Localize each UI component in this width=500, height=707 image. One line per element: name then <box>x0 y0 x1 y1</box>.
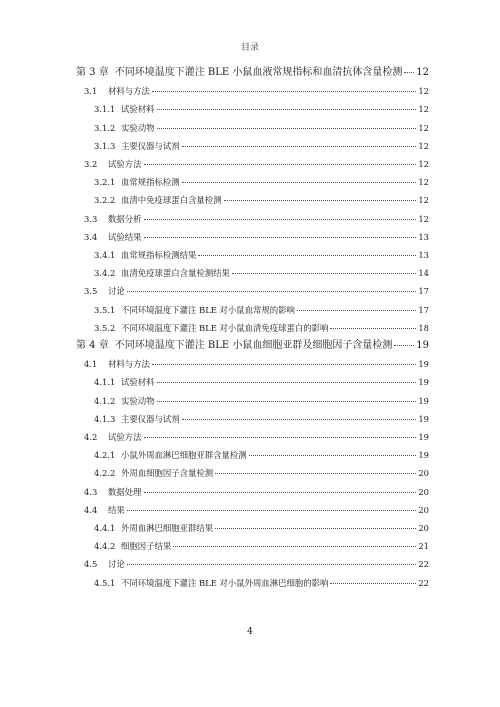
toc-entry-number: 第 3 章 <box>76 67 109 78</box>
page-number: 4 <box>247 627 253 637</box>
toc-entry-title: 不同环境温度下灌注 BLE 对小鼠血常规的影响 <box>121 304 295 315</box>
toc-entry-number: 3.2.1 <box>94 177 116 188</box>
toc-entry-number: 4.5.1 <box>94 577 116 588</box>
dot-leader <box>198 255 416 256</box>
toc-entry[interactable] <box>84 503 429 517</box>
toc-entry-title: 数据处理 <box>108 486 142 497</box>
toc-entry-page: 12 <box>418 213 429 224</box>
toc-entry-title: 血常规指标检测结果 <box>121 250 197 260</box>
toc-entry-number: 3.1.1 <box>94 104 116 115</box>
dot-leader <box>144 492 417 493</box>
toc-entry[interactable] <box>76 66 429 80</box>
dot-leader <box>144 437 417 438</box>
toc-entry-number: 3.1.3 <box>94 140 116 151</box>
dot-leader <box>182 146 417 147</box>
toc-entry-number: 3.2.2 <box>94 195 116 206</box>
dot-leader <box>224 200 417 201</box>
toc-entry[interactable] <box>94 521 429 535</box>
toc-entry-number: 4.1.1 <box>94 377 116 388</box>
toc-entry-page: 19 <box>418 413 429 424</box>
dot-leader <box>297 310 416 311</box>
dot-leader <box>215 528 416 529</box>
toc-entry-title: 试验方法 <box>108 432 142 442</box>
dot-leader <box>330 328 416 329</box>
dot-leader <box>173 546 416 547</box>
dot-leader <box>182 182 417 183</box>
toc-entry[interactable] <box>84 430 429 444</box>
toc-entry[interactable] <box>94 303 429 317</box>
toc-entry-page: 12 <box>418 195 429 206</box>
dot-leader <box>182 419 417 420</box>
toc-entry-number: 4.4.2 <box>94 541 116 552</box>
dot-leader <box>144 164 417 165</box>
toc-entry-number: 3.5 <box>84 286 98 297</box>
toc-entry-title: 材料与方法 <box>108 359 150 370</box>
toc-entry-page: 19 <box>418 395 429 406</box>
toc-entry-page: 13 <box>418 231 429 242</box>
dot-leader <box>144 219 417 220</box>
toc-entry[interactable] <box>94 175 429 189</box>
toc-entry-title: 小鼠外周血淋巴细胞亚群含量检测 <box>121 450 247 461</box>
toc-entry-page: 12 <box>418 140 429 151</box>
toc-entry-title: 血清免疫球蛋白含量检测结果 <box>121 268 230 279</box>
toc-entry-page: 19 <box>418 432 429 442</box>
dot-leader <box>330 583 416 584</box>
toc-entry-title: 细胞因子结果 <box>121 541 172 552</box>
toc-entry-number: 3.5.2 <box>94 322 116 333</box>
toc-entry-title: 主要仪器与试剂 <box>121 413 180 424</box>
toc-entry[interactable] <box>84 230 429 244</box>
toc-entry[interactable] <box>94 248 429 262</box>
toc-entry[interactable] <box>94 539 429 553</box>
toc-entry[interactable] <box>94 321 429 335</box>
toc-entry-page: 12 <box>418 86 429 97</box>
dot-leader <box>144 237 417 238</box>
toc-entry-title: 不同环境温度下灌注 BLE 小鼠血液常规指标和血清抗体含量检测 <box>114 67 403 78</box>
toc-entry-title: 试验方法 <box>108 159 142 169</box>
toc-entry-title: 试验结果 <box>108 231 142 242</box>
toc-entry-number: 3.3 <box>84 213 98 224</box>
toc-entry-page: 17 <box>418 286 429 297</box>
toc-entry-page: 20 <box>418 486 429 497</box>
toc-entry-number: 4.1.2 <box>94 395 116 406</box>
toc-entry[interactable] <box>84 557 429 571</box>
toc-entry-number: 4.1 <box>84 359 98 370</box>
toc-entry-title: 讨论 <box>108 286 125 297</box>
dot-leader <box>127 291 417 292</box>
toc-entry-title: 血常规指标检测 <box>121 177 180 188</box>
toc-entry[interactable] <box>94 412 429 426</box>
toc-entry-page: 18 <box>418 322 429 333</box>
toc-entry-number: 4.5 <box>84 559 98 570</box>
toc-entry-page: 22 <box>418 559 429 570</box>
toc-entry[interactable] <box>84 84 429 98</box>
toc-entry-page: 20 <box>418 468 429 479</box>
toc-entry[interactable] <box>94 394 429 408</box>
toc-entry[interactable] <box>84 485 429 499</box>
toc-entry-title: 实验动物 <box>121 395 155 406</box>
toc-entry-number: 3.1.2 <box>94 122 116 133</box>
toc-entry-page: 19 <box>418 450 429 461</box>
toc-entry[interactable] <box>84 357 429 371</box>
dot-leader <box>157 401 417 402</box>
dot-leader <box>157 382 417 383</box>
toc-entry-number: 3.2 <box>84 159 98 169</box>
toc-entry-number: 3.1 <box>84 86 98 97</box>
toc-entry-page: 20 <box>418 523 429 533</box>
dot-leader <box>232 273 416 274</box>
toc-entry-page: 12 <box>418 104 429 115</box>
toc-entry-number: 4.2.2 <box>94 468 116 479</box>
toc-entry-title: 实验动物 <box>121 122 155 133</box>
toc-entry[interactable] <box>94 193 429 207</box>
toc-entry-title: 外周血淋巴细胞亚群结果 <box>121 523 214 533</box>
toc-entry-page: 22 <box>418 577 429 588</box>
toc-entry[interactable] <box>94 121 429 135</box>
toc-entry-page: 14 <box>418 268 429 279</box>
toc-entry-number: 3.5.1 <box>94 304 116 315</box>
dot-leader <box>215 473 416 474</box>
toc-entry-page: 19 <box>418 359 429 370</box>
toc-entry-title: 不同环境温度下灌注 BLE 小鼠血细胞亚群及细胞因子含量检测 <box>114 340 393 351</box>
dot-leader <box>404 72 414 73</box>
toc-entry[interactable] <box>84 284 429 298</box>
dot-leader <box>127 564 417 565</box>
toc-entry-title: 不同环境温度下灌注 BLE 对小鼠血清免疫球蛋白的影响 <box>121 322 329 333</box>
toc-entry-title: 数据分析 <box>108 213 142 224</box>
toc-entry-page: 12 <box>418 122 429 133</box>
toc-entry-page: 12 <box>416 67 429 78</box>
dot-leader <box>152 91 416 92</box>
toc-entry-title: 结果 <box>108 504 125 515</box>
toc-entry[interactable] <box>94 266 429 280</box>
toc-entry[interactable] <box>94 139 429 153</box>
toc-entry-title: 材料与方法 <box>108 86 150 97</box>
toc-entry[interactable] <box>94 448 429 462</box>
toc-entry[interactable] <box>84 212 429 226</box>
toc-entry-page: 12 <box>418 177 429 188</box>
toc-entry-number: 4.3 <box>84 486 98 497</box>
toc-entry-title: 试验材料 <box>121 104 155 115</box>
toc-entry-number: 4.4 <box>84 504 98 515</box>
toc-entry-number: 4.2.1 <box>94 450 116 461</box>
toc-entry-title: 外周血细胞因子含量检测 <box>121 468 214 479</box>
toc-entry-number: 4.1.3 <box>94 413 116 424</box>
toc-entry-page: 19 <box>416 340 429 351</box>
toc-entry-page: 20 <box>418 504 429 515</box>
toc-entry[interactable] <box>94 375 429 389</box>
toc-entry-page: 13 <box>418 250 429 260</box>
toc-entry-title: 主要仪器与试剂 <box>121 140 180 151</box>
toc-entry-title: 讨论 <box>108 559 125 570</box>
toc-entry-number: 3.4.2 <box>94 268 116 279</box>
page-header-title: 目录 <box>240 43 259 53</box>
dot-leader <box>127 510 417 511</box>
dot-leader <box>157 128 417 129</box>
toc-entry[interactable] <box>84 157 429 171</box>
toc-entry-title: 血清中免疫球蛋白含量检测 <box>121 195 222 206</box>
toc-entry[interactable] <box>94 102 429 116</box>
toc-entry-number: 3.4 <box>84 231 98 242</box>
toc-entry[interactable] <box>76 339 429 353</box>
toc-entry-page: 12 <box>418 159 429 169</box>
toc-entry-number: 4.4.1 <box>94 523 116 533</box>
dot-leader <box>157 109 417 110</box>
toc-entry[interactable] <box>94 576 429 590</box>
toc-entry-number: 第 4 章 <box>76 340 109 351</box>
dot-leader <box>152 364 416 365</box>
dot-leader <box>394 345 414 346</box>
toc-entry-page: 19 <box>418 377 429 388</box>
toc-entry-title: 试验材料 <box>121 377 155 388</box>
toc-entry-title: 不同环境温度下灌注 BLE 对小鼠外周血淋巴细胞的影响 <box>121 577 329 588</box>
toc-entry-page: 21 <box>418 541 429 552</box>
toc-entry-number: 3.4.1 <box>94 250 116 260</box>
toc-entry-page: 17 <box>418 304 429 315</box>
toc-entry[interactable] <box>94 466 429 480</box>
toc-entry-number: 4.2 <box>84 432 98 442</box>
dot-leader <box>249 455 417 456</box>
